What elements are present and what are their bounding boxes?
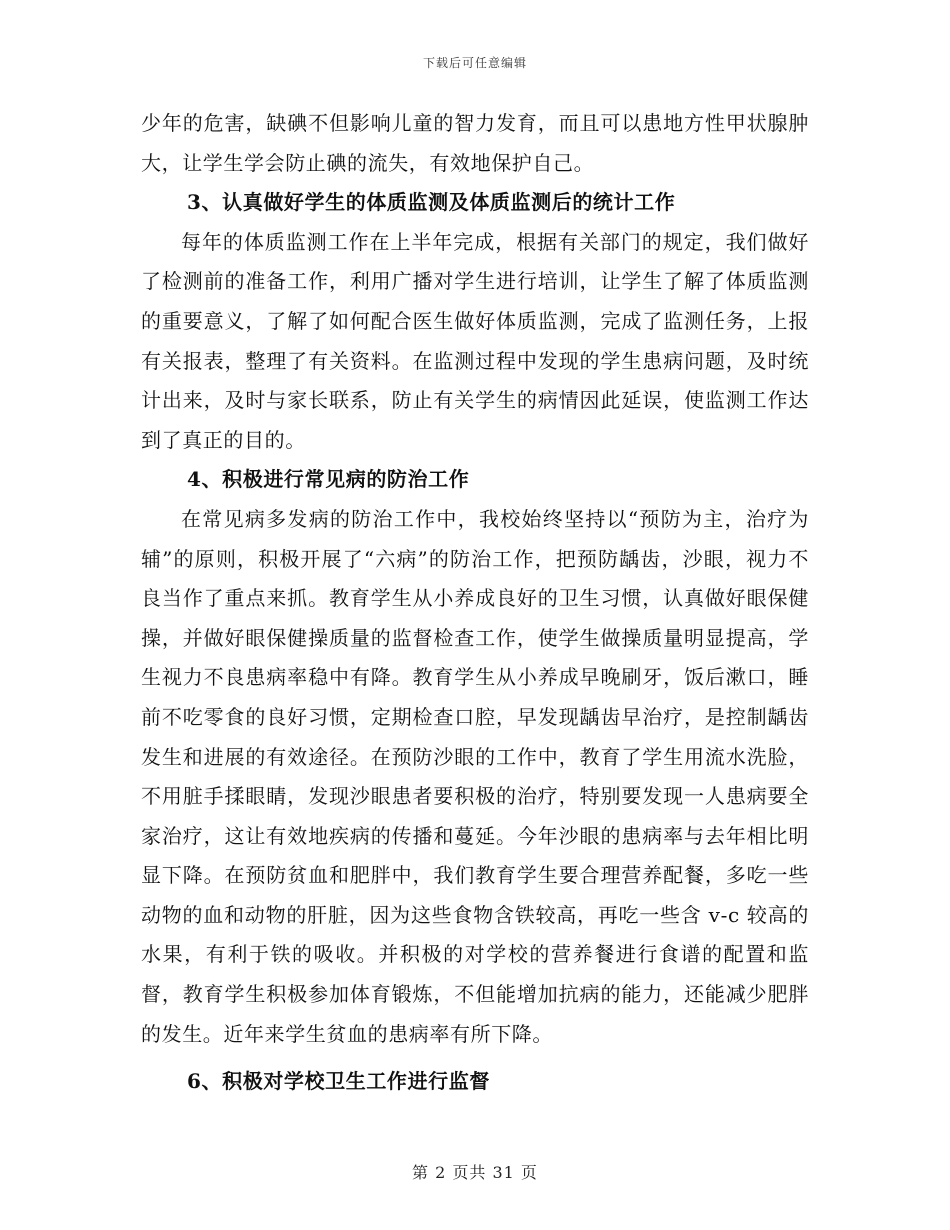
paragraph-physical-monitoring: 每年的体质监测工作在上半年完成，根据有关部门的规定，我们做好了检测前的准备工作，利用广播对学生进行培训，让学生了解了体质监测的重要意义，了解了如何配合医生做好体质监测，完成了监测任务，上报有关报表，整理了有关资料。在监测过程中发现的学生患病问题，及时统计出来，及时与家长联系，防止有关学生的病情因此延误，使监测工作达到了真正的目的。 [141, 229, 809, 452]
document-body [141, 104, 809, 1102]
section-heading-3: 3、认真做好学生的体质监测及体质监测后的统计工作 [187, 190, 676, 215]
page-footer: 第 2 页共 31 页 [412, 1163, 538, 1182]
page-header: 下载后可任意编辑 [422, 56, 527, 70]
paragraph-disease-prevention: 在常见病多发病的防治工作中，我校始终坚持以“预防为主，治疗为辅”的原则，积极开展了“六病”的防治工作，把预防龋齿，沙眼，视力不良当作了重点来抓。教育学生从小养成良好的卫生习惯，认真做好眼保健操，并做好眼保健操质量的监督检查工作，使学生做操质量明显提高，学生视力不良患病率稳中有降。教育学生从小养成早晚刷牙，饭后漱口，睡前不吃零食的良好习惯，定期检查口腔，早发现龋齿早治疗，是控制龋齿发生和进展的有效途径。在预防沙眼的工作中，教育了学生用流水洗脸，不用脏手揉眼睛，发现沙眼患者要积极的治疗，特别要发现一人患病要全家治疗，这让有效地疾病的传播和蔓延。今年沙眼的患病率与去年相比明显下降。在预防贫血和肥胖中，我们教育学生要合理营养配餐，多吃一些动物的血和动物的肝脏，因为这些食物含铁较高，再吃一些含 v-c 较高的水果，有利于铁的吸收。并积极的对学校的营养餐进行食谱的配置和监督，教育学生积极参加体育锻炼，不但能增加抗病的能力，还能减少肥胖的发生。近年来学生贫血的患病率有所下降。 [141, 506, 809, 1046]
paragraph-continuation: 少年的危害，缺碘不但影响儿童的智力发育，而且可以患地方性甲状腺肿大，让学生学会防止碘的流失，有效地保护自己。 [141, 111, 809, 175]
section-heading-6: 6、积极对学校卫生工作进行监督 [187, 1069, 490, 1094]
section-heading-4: 4、积极进行常见病的防治工作 [187, 467, 470, 492]
